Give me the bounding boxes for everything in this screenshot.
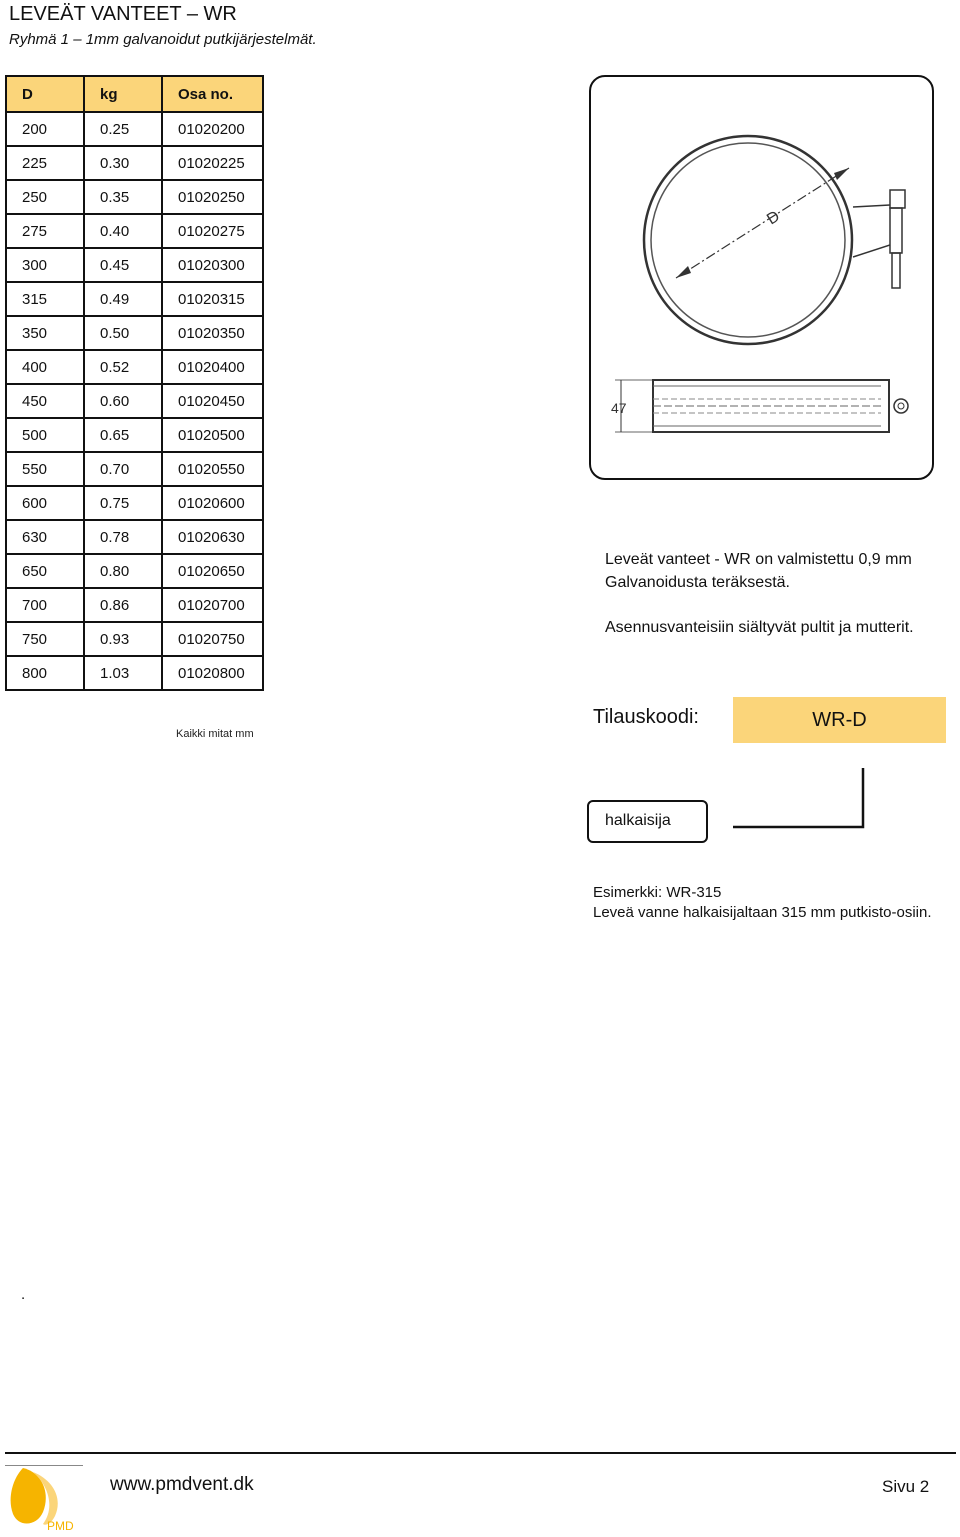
page-number: Sivu 2 bbox=[882, 1477, 930, 1496]
bolt-head-top bbox=[890, 190, 905, 208]
cell-kg: 0.78 bbox=[84, 520, 162, 554]
page-title: LEVEÄT VANTEET – WR bbox=[9, 3, 237, 25]
spec-table bbox=[5, 75, 264, 691]
cell-d: 600 bbox=[6, 486, 84, 520]
cell-osa-no: 01020600 bbox=[162, 486, 263, 520]
page-subtitle: Ryhmä 1 – 1mm galvanoidut putkijärjestelmät. bbox=[9, 31, 317, 48]
table-row bbox=[6, 384, 263, 418]
cell-kg: 0.93 bbox=[84, 622, 162, 656]
cell-d: 350 bbox=[6, 316, 84, 350]
stray-dot: . bbox=[21, 1286, 26, 1303]
cell-osa-no: 01020450 bbox=[162, 384, 263, 418]
description-line-2: Galvanoidusta teräksestä. bbox=[605, 574, 790, 591]
cell-kg: 0.75 bbox=[84, 486, 162, 520]
cell-d: 650 bbox=[6, 554, 84, 588]
example-title: Esimerkki: WR-315 bbox=[593, 884, 722, 901]
cell-osa-no: 01020200 bbox=[162, 112, 263, 146]
cell-d: 800 bbox=[6, 656, 84, 690]
table-row bbox=[6, 656, 263, 690]
cell-d: 450 bbox=[6, 384, 84, 418]
header-d: D bbox=[6, 76, 84, 112]
cell-osa-no: 01020750 bbox=[162, 622, 263, 656]
cell-osa-no: 01020300 bbox=[162, 248, 263, 282]
cell-d: 315 bbox=[6, 282, 84, 316]
order-code-label: Tilauskoodi: bbox=[593, 706, 699, 728]
height-label: 47 bbox=[611, 400, 627, 416]
table-row bbox=[6, 350, 263, 384]
cell-osa-no: 01020650 bbox=[162, 554, 263, 588]
cell-kg: 0.40 bbox=[84, 214, 162, 248]
clamp-drawing-svg bbox=[591, 77, 931, 477]
product-drawing bbox=[589, 75, 934, 480]
table-row bbox=[6, 180, 263, 214]
diameter-line bbox=[676, 168, 849, 278]
table-row bbox=[6, 316, 263, 350]
cell-osa-no: 01020630 bbox=[162, 520, 263, 554]
cell-d: 750 bbox=[6, 622, 84, 656]
band-bolt bbox=[894, 399, 908, 413]
cell-osa-no: 01020400 bbox=[162, 350, 263, 384]
ring-inner bbox=[651, 143, 845, 337]
table-row bbox=[6, 418, 263, 452]
pmd-logo bbox=[5, 1462, 85, 1534]
ring-outer bbox=[644, 136, 852, 344]
cell-osa-no: 01020800 bbox=[162, 656, 263, 690]
cell-kg: 0.49 bbox=[84, 282, 162, 316]
cell-kg: 0.25 bbox=[84, 112, 162, 146]
table-row bbox=[6, 452, 263, 486]
table-row bbox=[6, 622, 263, 656]
logo-text: PMD bbox=[47, 1519, 74, 1533]
table-row bbox=[6, 520, 263, 554]
cell-kg: 0.86 bbox=[84, 588, 162, 622]
cell-kg: 0.80 bbox=[84, 554, 162, 588]
table-row bbox=[6, 486, 263, 520]
diameter-box: halkaisija bbox=[587, 800, 708, 843]
cell-kg: 0.65 bbox=[84, 418, 162, 452]
header-osa-no: Osa no. bbox=[162, 76, 263, 112]
table-row bbox=[6, 554, 263, 588]
description-line-1: Leveät vanteet - WR on valmistettu 0,9 mm bbox=[605, 551, 912, 568]
cell-kg: 0.60 bbox=[84, 384, 162, 418]
description-block-1 bbox=[605, 548, 912, 594]
header-kg: kg bbox=[84, 76, 162, 112]
diameter-label: D bbox=[764, 207, 783, 229]
units-note: Kaikki mitat mm bbox=[176, 728, 254, 740]
table-row bbox=[6, 214, 263, 248]
example-text: Leveä vanne halkaisijaltaan 315 mm putkisto-osiin. bbox=[593, 904, 932, 921]
table-header-row bbox=[6, 76, 263, 112]
cell-d: 550 bbox=[6, 452, 84, 486]
cell-d: 400 bbox=[6, 350, 84, 384]
bolt-end bbox=[892, 253, 900, 288]
cell-kg: 1.03 bbox=[84, 656, 162, 690]
table-row bbox=[6, 588, 263, 622]
cell-d: 200 bbox=[6, 112, 84, 146]
footer-divider bbox=[5, 1452, 956, 1454]
cell-kg: 0.30 bbox=[84, 146, 162, 180]
table-row bbox=[6, 146, 263, 180]
table-row bbox=[6, 112, 263, 146]
cell-osa-no: 01020500 bbox=[162, 418, 263, 452]
cell-d: 225 bbox=[6, 146, 84, 180]
cell-kg: 0.35 bbox=[84, 180, 162, 214]
cell-kg: 0.70 bbox=[84, 452, 162, 486]
cell-osa-no: 01020350 bbox=[162, 316, 263, 350]
cell-osa-no: 01020550 bbox=[162, 452, 263, 486]
cell-osa-no: 01020275 bbox=[162, 214, 263, 248]
cell-osa-no: 01020250 bbox=[162, 180, 263, 214]
cell-osa-no: 01020225 bbox=[162, 146, 263, 180]
order-code-bracket bbox=[733, 768, 865, 832]
cell-d: 630 bbox=[6, 520, 84, 554]
description-line-3: Asennusvanteisiin siältyvät pultit ja mutterit. bbox=[605, 619, 914, 636]
cell-kg: 0.52 bbox=[84, 350, 162, 384]
bolt-body bbox=[890, 208, 902, 253]
cell-d: 250 bbox=[6, 180, 84, 214]
cell-d: 275 bbox=[6, 214, 84, 248]
cell-osa-no: 01020700 bbox=[162, 588, 263, 622]
cell-kg: 0.45 bbox=[84, 248, 162, 282]
table-row bbox=[6, 282, 263, 316]
cell-d: 500 bbox=[6, 418, 84, 452]
footer-url[interactable]: www.pmdvent.dk bbox=[110, 1474, 254, 1495]
table-row bbox=[6, 248, 263, 282]
cell-kg: 0.50 bbox=[84, 316, 162, 350]
cell-d: 700 bbox=[6, 588, 84, 622]
cell-d: 300 bbox=[6, 248, 84, 282]
order-code-value: WR-D bbox=[733, 697, 946, 743]
cell-osa-no: 01020315 bbox=[162, 282, 263, 316]
